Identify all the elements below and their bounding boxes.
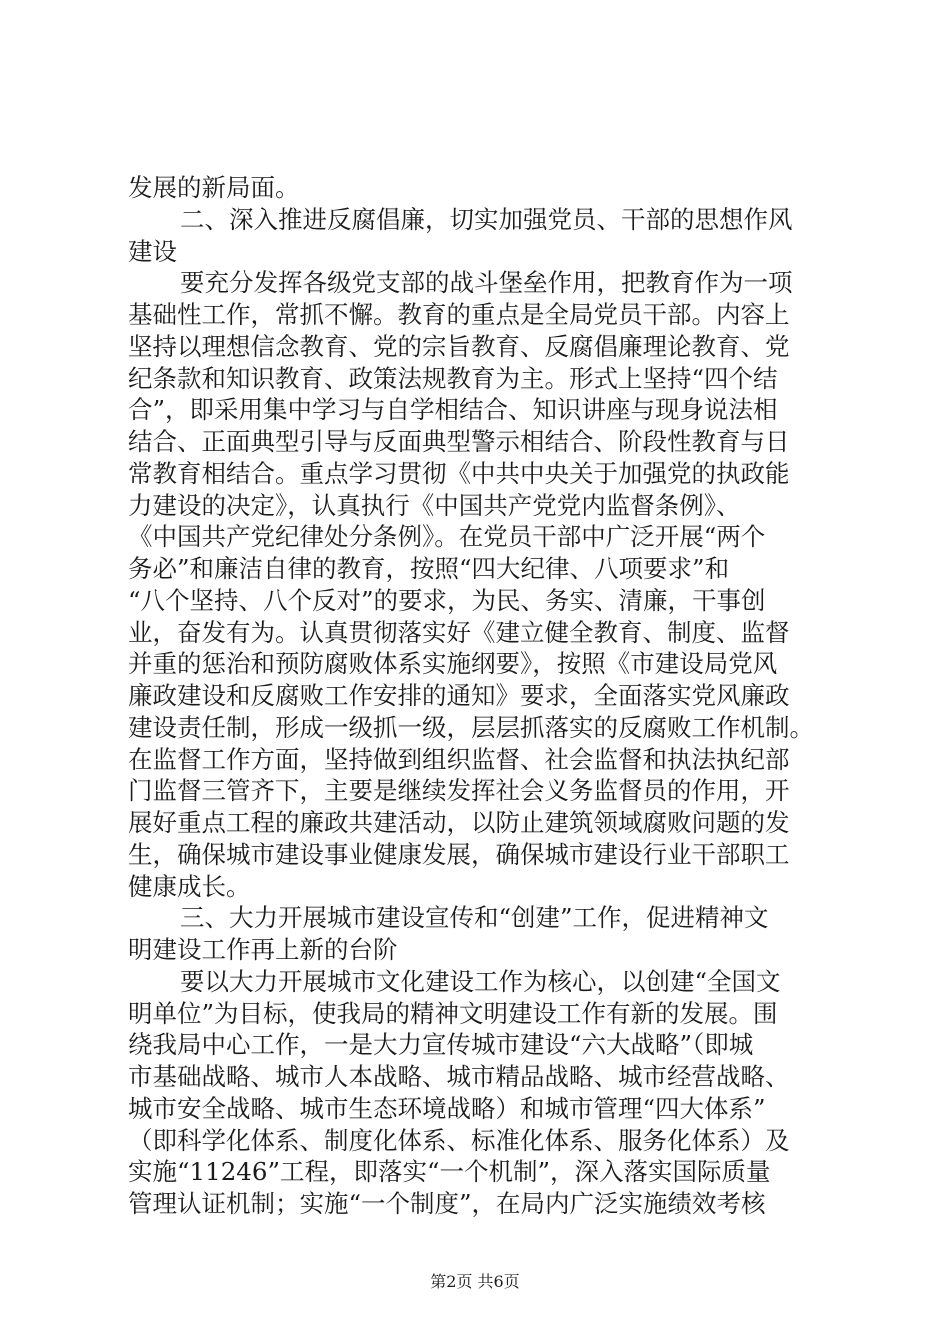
text-line: 坚持以理想信念教育、党的宗旨教育、反腐倡廉理论教育、党 xyxy=(128,331,790,361)
text-line: （即科学化体系、制度化体系、标准化体系、服务化体系）及 xyxy=(128,1125,790,1155)
text-line: 发展的新局面。 xyxy=(128,173,300,202)
text-line: 实施“11246”工程，即落实“一个机制”，深入落实国际质量 xyxy=(128,1157,771,1187)
text-line: 展好重点工程的廉政共建活动，以防止建筑领域腐败问题的发 xyxy=(128,808,790,837)
text-line: 业，奋发有为。认真贯彻落实好《建立健全教育、制度、监督 xyxy=(128,617,790,647)
text-line: 力建设的决定》，认真执行《中国共产党党内监督条例》、 xyxy=(128,490,741,520)
section-heading-line: 明建设工作再上新的台阶 xyxy=(128,935,398,964)
text-line: 建设责任制，形成一级抓一级，层层抓落实的反腐败工作机制。 xyxy=(128,712,814,742)
text-line: 纪条款和知识教育、政策法规教育为主。形式上坚持“四个结 xyxy=(128,363,778,393)
text-line: 结合、正面典型引导与反面典型警示相结合、阶段性教育与日 xyxy=(128,427,790,456)
text-line: 在监督工作方面，坚持做到组织监督、社会监督和执法执纪部 xyxy=(128,744,790,774)
text-line: 明单位”为目标，使我局的精神文明建设工作有新的发展。围 xyxy=(128,998,778,1028)
text-line: 绕我局中心工作，一是大力宣传城市建设“六大战略”（即城 xyxy=(128,1030,754,1060)
text-line: 常教育相结合。重点学习贯彻《中共中央关于加强党的执政能 xyxy=(128,458,790,488)
text-line: 廉政建设和反腐败工作安排的通知》要求，全面落实党风廉政 xyxy=(128,681,790,710)
section-heading-line: 三、大力开展城市建设宣传和“创建”工作，促进精神文 xyxy=(180,903,769,933)
text-line: 城市安全战略、城市生态环境战略）和城市管理“四大体系” xyxy=(128,1093,766,1123)
text-line: 合”，即采用集中学习与自学相结合、知识讲座与现身说法相 xyxy=(128,395,778,425)
section-heading-line: 建设 xyxy=(128,236,177,266)
text-line: 生，确保城市建设事业健康发展，确保城市建设行业干部职工 xyxy=(128,839,790,869)
paragraph-start-line: 要以大力开展城市文化建设工作为核心，以创建“全国文 xyxy=(180,966,781,996)
paragraph-start-line: 要充分发挥各级党支部的战斗堡垒作用，把教育作为一项 xyxy=(180,268,793,298)
page-number: 第2页 共6页 xyxy=(430,1272,520,1291)
text-line: 基础性工作，常抓不懈。教育的重点是全局党员干部。内容上 xyxy=(128,300,790,329)
body-text xyxy=(128,172,848,1220)
text-line: 《中国共产党纪律处分条例》。在党员干部中广泛开展“两个 xyxy=(128,522,766,552)
text-line: 门监督三管齐下，主要是继续发挥社会义务监督员的作用，开 xyxy=(128,776,790,806)
section-heading-line: 二、深入推进反腐倡廉，切实加强党员、干部的思想作风 xyxy=(180,204,793,234)
text-line: 并重的惩治和预防腐败体系实施纲要》，按照《市建设局党风 xyxy=(128,649,778,679)
page-footer xyxy=(0,1269,950,1292)
text-line: 市基础战略、城市人本战略、城市精品战略、城市经营战略、 xyxy=(128,1062,790,1091)
text-line: 健康成长。 xyxy=(128,871,251,901)
text-line: 管理认证机制；实施“一个制度”，在局内广泛实施绩效考核 xyxy=(128,1189,766,1218)
text-line: “八个坚持、八个反对”的要求，为民、务实、清廉，干事创 xyxy=(128,585,766,615)
text-line: 务必”和廉洁自律的教育，按照“四大纪律、八项要求”和 xyxy=(128,554,730,583)
